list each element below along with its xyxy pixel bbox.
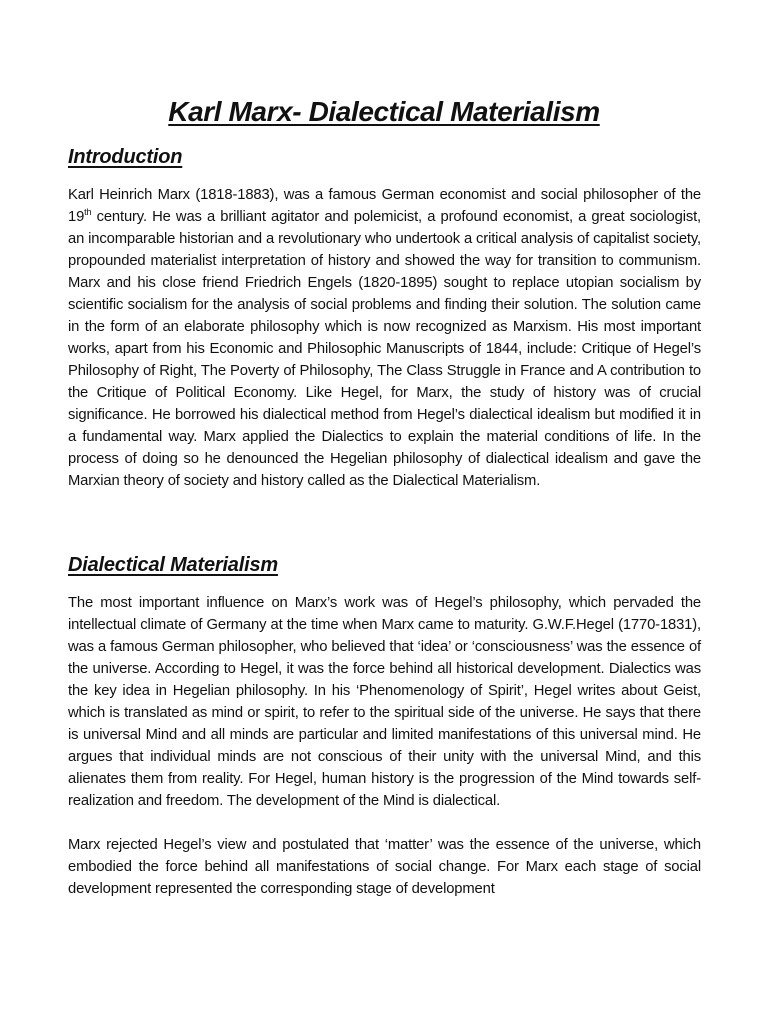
superscript-ordinal: th (84, 207, 92, 217)
section-heading-introduction: Introduction (68, 146, 183, 168)
paragraph-text: century. He was a brilliant agitator and polemicist, a profound economist, a great sociologist, an incomparable historian and a revolutionary who undertook a critical analysis of capitalist society, propounded materialist interpretation of history and showed the way for transition to communism. Marx and his close friend Friedrich Engels (1820-1895) sought to replace utopian socialism by scientific socialism for the analysis of social problems and finding their solution. The solution came in the form of an elaborate philosophy which is now recognized as Marxism. His most important works, apart from his Economic and Philosophic Manuscripts of 1844, include: Critique of Hegel’s Philosophy of Right, The Poverty of Philosophy, The Class Struggle in France and A contribution to the Critique of Political Economy. Like Hegel, for Marx, the study of history was of crucial significance. He borrowed his dialectical method from Hegel’s dialectical idealism but modified it in a fundamental way. Marx applied the Dialectics to explain the material conditions of life. In the process of doing so he denounced the Hegelian philosophy of dialectical idealism and gave the Marxian theory of society and history called as the Dialectical Materialism. (68, 209, 701, 489)
section-heading-dialectical-materialism: Dialectical Materialism (68, 554, 278, 576)
dialectical-materialism-paragraph-1: The most important influence on Marx’s work was of Hegel’s philosophy, which pervaded the intellectual climate of Germany at the time when Marx came to maturity. G.W.F.Hegel (1770-1831), was a famous German philosopher, who believed that ‘idea’ or ‘consciousness’ was the essence of the universe. According to Hegel, it was the force behind all historical development. Dialectics was the key idea in Hegelian philosophy. In his ‘Phenomenology of Spirit’, Hegel writes about Geist, which is translated as mind or spirit, to refer to the spiritual side of the universe. He says that there is universal Mind and all minds are particular and limited manifestations of this universal mind. He argues that individual minds are not conscious of their unity with the universal Mind, and this alienates them from reality. For Hegel, human history is the progression of the Mind towards self-realization and freedom. The development of the Mind is dialectical. (68, 595, 701, 809)
dialectical-materialism-paragraph-2: Marx rejected Hegel’s view and postulated that ‘matter’ was the essence of the universe, which embodied the force behind all manifestations of social change. For Marx each stage of social development represented the corresponding stage of development (68, 837, 701, 897)
paragraph-text: Karl Heinrich Marx (1818-1883), was a famous German economist and social philosopher of the 19 (68, 187, 701, 225)
introduction-paragraph (68, 184, 701, 492)
document-title: Karl Marx- Dialectical Materialism (168, 96, 600, 127)
